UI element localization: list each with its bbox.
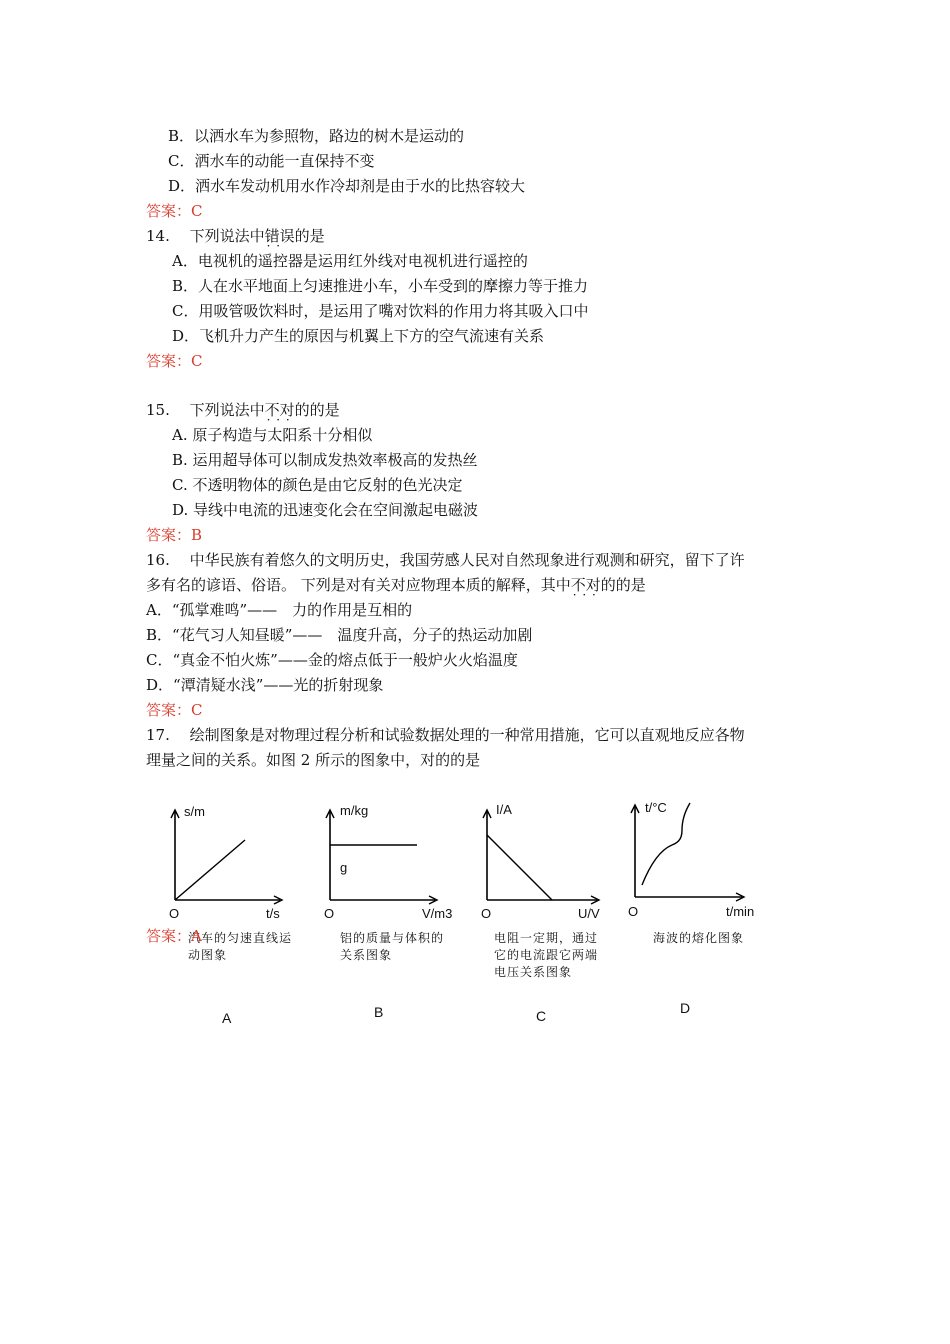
graph-a-ylabel: s/m: [184, 804, 205, 819]
graph-c-caption: 电阻一定期，通过它的电流跟它两端电压关系图象: [494, 931, 599, 979]
graph-b-caption: 铝的质量与体积的关系图象: [340, 931, 445, 962]
q13-option-c: C．洒水车的动能一直保持不变: [168, 152, 375, 170]
graph-b-xlabel: V/m3: [422, 906, 453, 921]
graph-d-xlabel: t/min: [726, 904, 755, 919]
q15-option-a: A. 原子构造与太阳系十分相似: [172, 426, 373, 444]
q15-option-d: D. 导线中电流的迅速变化会在空间激起电磁波: [172, 501, 479, 519]
graph-d-caption: 海波的熔化图象: [653, 931, 745, 945]
q17-answer: 答案：A: [146, 927, 202, 945]
q15-option-b: B. 运用超导体可以制成发热效率极高的发热丝: [172, 451, 478, 469]
q13-option-d: D．洒水车发动机用水作冷却剂是由于水的比热容较大: [168, 177, 526, 195]
graph-a-origin: O: [169, 906, 180, 921]
graph-b: [315, 800, 455, 910]
q14-answer: 答案：C: [146, 352, 203, 370]
q16-emphasis: 不对的 · · ·: [571, 576, 616, 594]
q14-stem: 14. 下列说法中错误 · ·的是: [146, 226, 325, 246]
q14-option-d: D．飞机升力产生的原因与机翼上下方的空气流速有关系: [172, 327, 545, 345]
graph-c-xlabel: U/V: [578, 906, 600, 921]
q14-emphasis: 错误 · ·: [265, 227, 295, 245]
graph-c-ylabel: I/A: [496, 802, 512, 817]
graph-c: [472, 800, 612, 910]
q16-option-c: C．“真金不怕火炼”——金的熔点低于一般炉火火焰温度: [146, 651, 518, 669]
q14-option-b: B．人在水平地面上匀速推进小车，小车受到的摩擦力等于推力: [172, 277, 589, 295]
q14-option-c: C．用吸管吸饮料时，是运用了嘴对饮料的作用力将其吸入口中: [172, 302, 589, 320]
graph-b-letter: B: [374, 1004, 384, 1020]
graph-d-curve: [642, 803, 690, 885]
graph-d: [620, 795, 765, 905]
q17-stem-line2: 理量之间的关系。如图 2 所示的图象中，对的的是: [146, 751, 481, 769]
q14-option-a: A．电视机的遥控器是运用红外线对电视机进行遥控的: [172, 252, 528, 270]
graph-a-xlabel: t/s: [266, 906, 280, 921]
q15-stem: 15. 下列说法中不对的 · · ·的是: [146, 400, 340, 420]
q16-stem-line2: 多有名的谚语、俗语。 下列是对有关对应物理本质的解释，其中不对的 · · ·的是: [146, 575, 646, 595]
graph-c-line: [487, 835, 552, 900]
graph-c-letter: C: [536, 1008, 547, 1024]
q13-option-b: B．以洒水车为参照物，路边的树木是运动的: [168, 127, 465, 145]
graph-b-inner-label: g: [340, 860, 348, 875]
graph-a-line: [175, 840, 245, 900]
q16-stem-line1: 16. 中华民族有着悠久的文明历史，我国劳感人民对自然现象进行观测和研究，留下了许: [146, 551, 745, 569]
graph-a: [160, 800, 300, 910]
graph-b-ylabel: m/kg: [340, 803, 369, 818]
q13-answer: 答案：C: [146, 202, 203, 220]
q15-answer: 答案：B: [146, 526, 203, 544]
graph-a-caption: 汽车的匀速直线运动图象: [188, 931, 293, 962]
q15-option-c: C. 不透明物体的颜色是由它反射的色光决定: [172, 476, 463, 494]
q17-stem-line1: 17. 绘制图象是对物理过程分析和试验数据处理的一种常用措施，它可以直观地反应各物: [146, 726, 745, 744]
graph-d-origin: O: [628, 904, 639, 919]
graph-d-ylabel: t/°C: [645, 800, 667, 815]
q16-option-d: D．“潭清疑水浅”——光的折射现象: [146, 676, 384, 694]
q15-emphasis: 不对的 · · ·: [265, 401, 310, 419]
q16-answer: 答案：C: [146, 701, 203, 719]
q16-option-a: A．“孤掌难鸣”—— 力的作用是互相的: [146, 601, 413, 619]
graph-c-origin: O: [481, 906, 492, 921]
graph-b-origin: O: [324, 906, 335, 921]
graph-d-letter: D: [680, 1000, 691, 1016]
q16-option-b: B．“花气习人知昼暖”—— 温度升高，分子的热运动加剧: [146, 626, 533, 644]
graph-a-letter: A: [222, 1010, 232, 1026]
